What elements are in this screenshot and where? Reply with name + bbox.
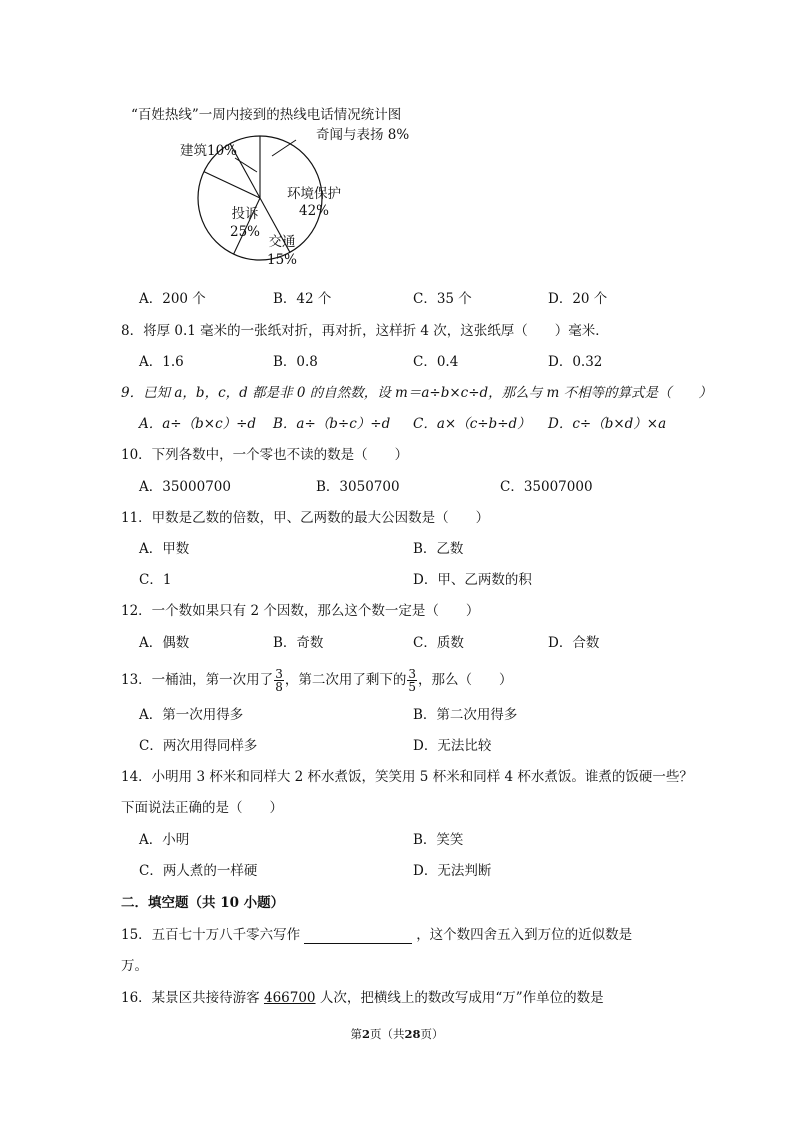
q13-text-3: ，那么（ ） — [417, 672, 513, 688]
page-number: 2 — [361, 1027, 370, 1041]
q11-stem: 11．甲数是乙数的倍数，甲、乙两数的最大公因数是（ ） — [121, 510, 490, 526]
q13-option-a[interactable]: A．第一次用得多 — [139, 707, 244, 723]
pie-label-traffic: 交通 — [268, 234, 296, 250]
q11-option-b[interactable]: B．乙数 — [413, 541, 464, 557]
pie-label-traffic-pct: 15% — [266, 252, 298, 268]
q16-underlined-number: 466700 — [263, 990, 316, 1006]
pie-chart — [160, 118, 410, 278]
q7-option-a[interactable]: A．200 个 — [139, 291, 206, 307]
chart-title: “百姓热线”一周内接到的热线电话情况统计图 — [131, 107, 402, 123]
q8-option-b[interactable]: B．0.8 — [273, 354, 318, 370]
q11-option-a[interactable]: A．甲数 — [139, 541, 190, 557]
total-pages: 28 — [404, 1027, 421, 1041]
pie-label-complaint: 投诉 — [231, 206, 259, 222]
q15-text-2: ，这个数四舍五入到万位的近似数是 — [416, 927, 633, 943]
q11-option-d[interactable]: D．甲、乙两数的积 — [413, 572, 532, 588]
q13-text-1: 13．一桶油，第一次用了 — [121, 672, 274, 688]
q8-option-c[interactable]: C．0.4 — [413, 354, 459, 370]
pie-slice-boundary-building — [204, 172, 260, 198]
q13-option-d[interactable]: D．无法比较 — [413, 738, 492, 754]
q8-option-d[interactable]: D．0.32 — [548, 354, 603, 370]
pie-label-complaint-pct: 25% — [229, 224, 261, 240]
q15-answer-blank[interactable] — [304, 929, 412, 944]
pie-label-news: 奇闻与表扬 8% — [316, 127, 410, 143]
q12-option-d[interactable]: D．合数 — [548, 635, 600, 651]
q15-stem-line2: 万。 — [121, 958, 148, 974]
q8-stem: 8．将厚 0.1 毫米的一张纸对折，再对折，这样折 4 次，这张纸厚（ ）毫米． — [121, 323, 609, 339]
pie-label-env: 环境保护 — [287, 186, 341, 202]
q12-option-a[interactable]: A．偶数 — [139, 635, 190, 651]
q14-option-c[interactable]: C．两人煮的一样硬 — [139, 863, 258, 879]
q12-stem: 12．一个数如果只有 2 个因数，那么这个数一定是（ ） — [121, 603, 480, 619]
q16-stem — [121, 989, 604, 1007]
q15-stem — [121, 926, 632, 944]
q14-option-d[interactable]: D．无法判断 — [413, 863, 492, 879]
q16-text-2: 人次，把横线上的数改写成用“万”作单位的数是 — [319, 990, 604, 1006]
q9-option-b[interactable]: B．a÷（b÷c）÷d — [273, 416, 391, 432]
section-heading: 二．填空题（共 10 小题） — [121, 895, 285, 911]
pie-leader-building — [235, 158, 257, 172]
q8-option-a[interactable]: A．1.6 — [139, 354, 184, 370]
q9-stem: 9．已知 a，b，c，d 都是非 0 的自然数，设 m＝a÷b×c÷d，那么与 m 不相等的算式是（ ） — [121, 385, 713, 401]
q13-stem — [121, 666, 512, 694]
q11-option-c[interactable]: C．1 — [139, 572, 172, 588]
q9-option-c[interactable]: C．a×（c÷b÷d） — [413, 416, 531, 432]
q16-text-1: 16．某景区共接待游客 — [121, 990, 260, 1006]
pie-leader-news — [272, 140, 296, 156]
page-footer: 第2页（共28页） — [350, 1027, 444, 1041]
q10-stem: 10．下列各数中，一个零也不读的数是（ ） — [121, 447, 409, 463]
pie-label-env-pct: 42% — [298, 203, 330, 219]
pie-label-building: 建筑10% — [180, 143, 238, 159]
q14-option-a[interactable]: A．小明 — [139, 832, 190, 848]
fraction-3-8: $\frac{3}{8}$ — [275, 667, 283, 694]
q7-option-b[interactable]: B．42 个 — [273, 291, 332, 307]
q12-option-c[interactable]: C．质数 — [413, 635, 464, 651]
q9-option-a[interactable]: A．a÷（b×c）÷d — [139, 416, 257, 432]
q10-option-b[interactable]: B．3050700 — [316, 479, 400, 495]
q14-stem-line1: 14．小明用 3 杯米和同样大 2 杯水煮饭，笑笑用 5 杯米和同样 4 杯水煮饭。谁煮的饭硬一些？ — [121, 769, 693, 785]
q10-option-a[interactable]: A．35000700 — [139, 479, 231, 495]
q14-option-b[interactable]: B．笑笑 — [413, 832, 464, 848]
q12-option-b[interactable]: B．奇数 — [273, 635, 324, 651]
q7-option-c[interactable]: C．35 个 — [413, 291, 472, 307]
q13-option-b[interactable]: B．第二次用得多 — [413, 707, 518, 723]
fraction-3-5: $\frac{3}{5}$ — [408, 667, 416, 694]
q14-stem-line2: 下面说法正确的是（ ） — [121, 800, 283, 816]
q15-text-1: 15．五百七十万八千零六写作 — [121, 927, 301, 943]
q9-option-d[interactable]: D．c÷（b×d）×a — [548, 416, 667, 432]
q13-text-2: ，第二次用了剩下的 — [284, 672, 407, 688]
q10-option-c[interactable]: C．35007000 — [500, 479, 593, 495]
q13-option-c[interactable]: C．两次用得同样多 — [139, 738, 258, 754]
q7-option-d[interactable]: D．20 个 — [548, 291, 608, 307]
